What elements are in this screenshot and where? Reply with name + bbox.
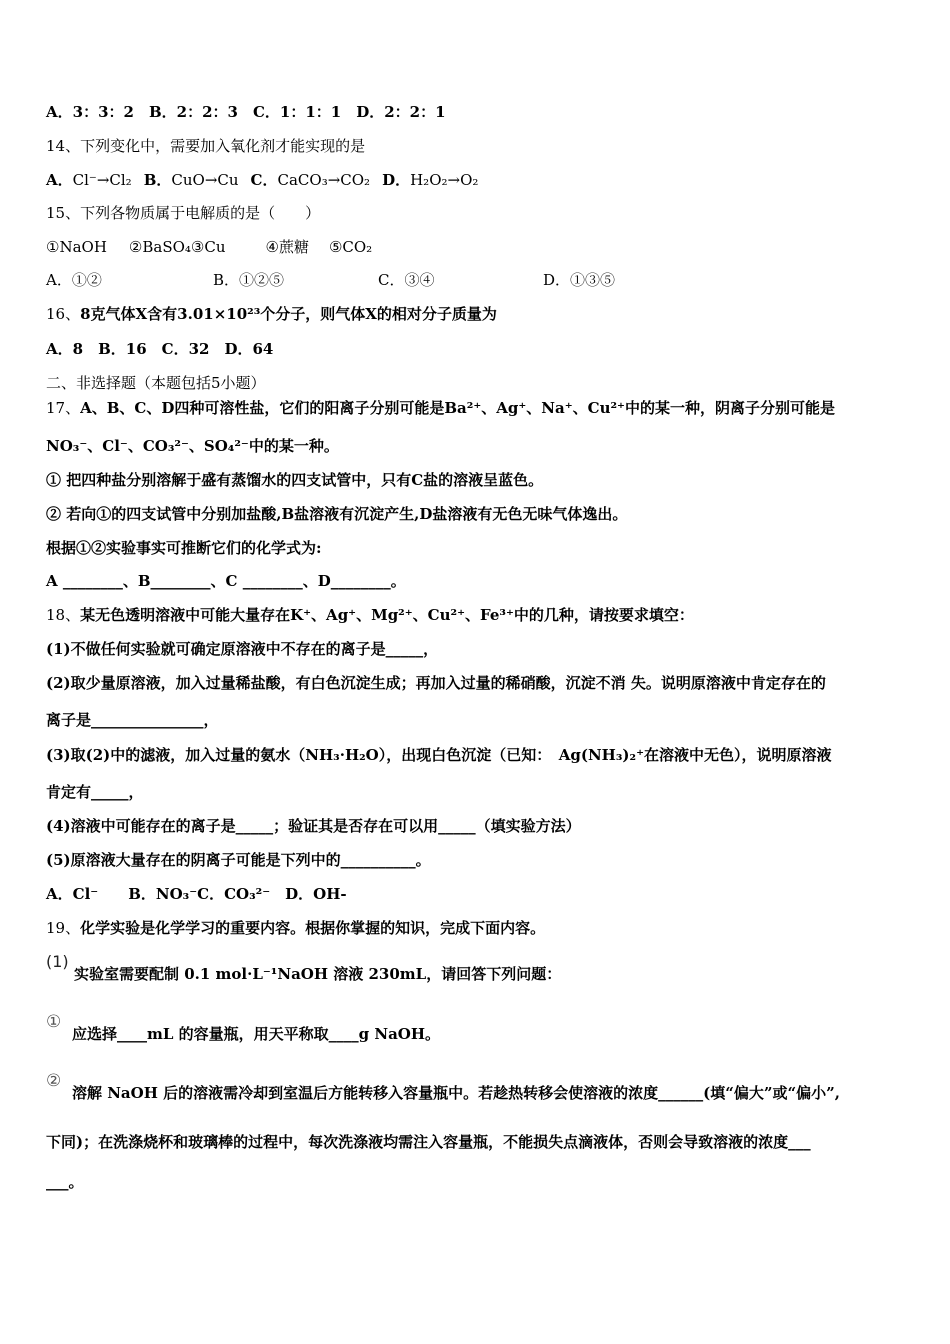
q19-part-1-marker: (1) xyxy=(46,952,69,971)
q14-opt-a: Cl⁻→Cl₂ xyxy=(72,171,132,189)
q19-sub-2-line-3: ___。 xyxy=(46,1173,84,1191)
q18-part-3-line-1: (3)取(2)中的滤液，加入过量的氨水（NH₃·H₂O），出现白色沉淀（已知： Ag(NH₃)₂⁺在溶液中无色），说明原溶液 xyxy=(46,746,832,764)
q15-opt-c: C．③④ xyxy=(378,271,435,289)
q17-line-2: NO₃⁻、Cl⁻、CO₃²⁻、SO₄²⁻中的某一种。 xyxy=(46,437,339,455)
section2-title: 二、非选择题（本题包括5小题） xyxy=(46,374,266,392)
q16-number: 16、 xyxy=(46,305,81,323)
q18-part-4: (4)溶液中可能存在的离子是_____；验证其是否存在可以用_____（填实验方法） xyxy=(46,817,581,835)
q18-stem: 某无色透明溶液中可能大量存在K⁺、Ag⁺、Mg²⁺、Cu²⁺、Fe³⁺中的几种，请按要求填空： xyxy=(80,606,694,624)
q14-opt-b-label: B． xyxy=(143,171,172,189)
q18-number: 18、 xyxy=(46,606,81,624)
q17-line-1 xyxy=(46,398,835,418)
q14-opt-d: H₂O₂→O₂ xyxy=(410,171,479,189)
q19-sub-2-line-1: 溶解 NaOH 后的溶液需冷却到室温后方能转移入容量瓶中。若趁热转移会使溶液的浓度______(填“偏大”或“偏小”, xyxy=(72,1084,840,1102)
q16-stem-line xyxy=(46,304,497,324)
q17-stem: A、B、C、D四种可溶性盐，它们的阳离子分别可能是Ba²⁺、Ag⁺、Na⁺、Cu²⁺中的某一种，阴离子分别可能是 xyxy=(80,399,835,417)
q15-opt-b: B．①②⑤ xyxy=(213,271,285,289)
q15-item-3: ③Cu xyxy=(190,238,226,256)
q18-part-2-line-1: (2)取少量原溶液，加入过量稀盐酸，有白色沉淀生成；再加入过量的稀硝酸，沉淀不消 失。说明原溶液中肯定存在的 xyxy=(46,674,826,692)
q14-opt-b: CuO→Cu xyxy=(171,171,239,189)
q18-part-3-line-2: 肯定有_____， xyxy=(46,783,144,801)
q17-step-1: ① 把四种盐分别溶解于盛有蒸馏水的四支试管中，只有C盐的溶液呈蓝色。 xyxy=(46,471,544,489)
q13-options: A．3：3：2 B．2：2：3 C．1：1：1 D．2：2：1 xyxy=(46,103,446,121)
q19-part-1: 实验室需要配制 0.1 mol·L⁻¹NaOH 溶液 230mL，请回答下列问题： xyxy=(74,965,562,983)
q18-stem-line xyxy=(46,605,694,625)
q19-number: 19、 xyxy=(46,919,81,937)
q19-stem: 化学实验是化学学习的重要内容。根据你掌握的知识，完成下面内容。 xyxy=(80,919,546,937)
q15-item-1: ①NaOH xyxy=(46,238,107,256)
q18-options: A．Cl⁻ B．NO₃⁻C．CO₃²⁻ D．OH- xyxy=(46,885,347,903)
q18-part-5: (5)原溶液大量存在的阴离子可能是下列中的__________。 xyxy=(46,851,431,869)
q19-sub-1: 应选择____mL 的容量瓶，用天平称取____g NaOH。 xyxy=(72,1025,441,1043)
q18-part-2-line-2: 离子是_______________， xyxy=(46,711,219,729)
q16-options: A．8 B．16 C．32 D．64 xyxy=(46,340,274,358)
q15-item-5: ⑤CO₂ xyxy=(328,238,373,256)
q18-part-1: (1)不做任何实验就可确定原溶液中不存在的离子是_____， xyxy=(46,640,439,658)
q14-options xyxy=(46,170,478,190)
q15-item-2: ②BaSO₄ xyxy=(128,238,191,256)
q19-stem-line xyxy=(46,918,545,938)
q14-stem: 14、下列变化中，需要加入氧化剂才能实现的是 xyxy=(46,137,366,155)
q17-number: 17、 xyxy=(46,399,81,417)
q15-items xyxy=(46,237,372,257)
q17-answer-blanks: A ________、B________、C ________、D________。 xyxy=(46,572,406,590)
q15-opt-a: A．①② xyxy=(46,271,102,289)
q14-opt-a-label: A． xyxy=(46,171,73,189)
q15-stem: 15、下列各物质属于电解质的是（ ） xyxy=(46,204,321,222)
q17-step-2: ② 若向①的四支试管中分别加盐酸,B盐溶液有沉淀产生,D盐溶液有无色无味气体逸出。 xyxy=(46,505,628,523)
q17-instruction: 根据①②实验事实可推断它们的化学式为: xyxy=(46,539,322,557)
q14-opt-d-label: D． xyxy=(382,171,411,189)
q16-stem: 8克气体X含有3.01×10²³个分子，则气体X的相对分子质量为 xyxy=(80,305,497,323)
q19-sub-1-marker: ① xyxy=(46,1012,62,1032)
q14-opt-c: CaCO₃→CO₂ xyxy=(277,171,371,189)
q19-sub-2-marker: ② xyxy=(46,1071,62,1091)
q19-sub-2-line-2: 下同)；在洗涤烧杯和玻璃棒的过程中，每次洗涤液均需注入容量瓶，不能损失点滴液体，否则会导致溶液的浓度___ xyxy=(46,1133,811,1151)
q14-opt-c-label: C． xyxy=(250,171,278,189)
q15-item-4: ④蔗糖 xyxy=(265,238,309,256)
q15-opt-d: D．①③⑤ xyxy=(543,271,616,289)
